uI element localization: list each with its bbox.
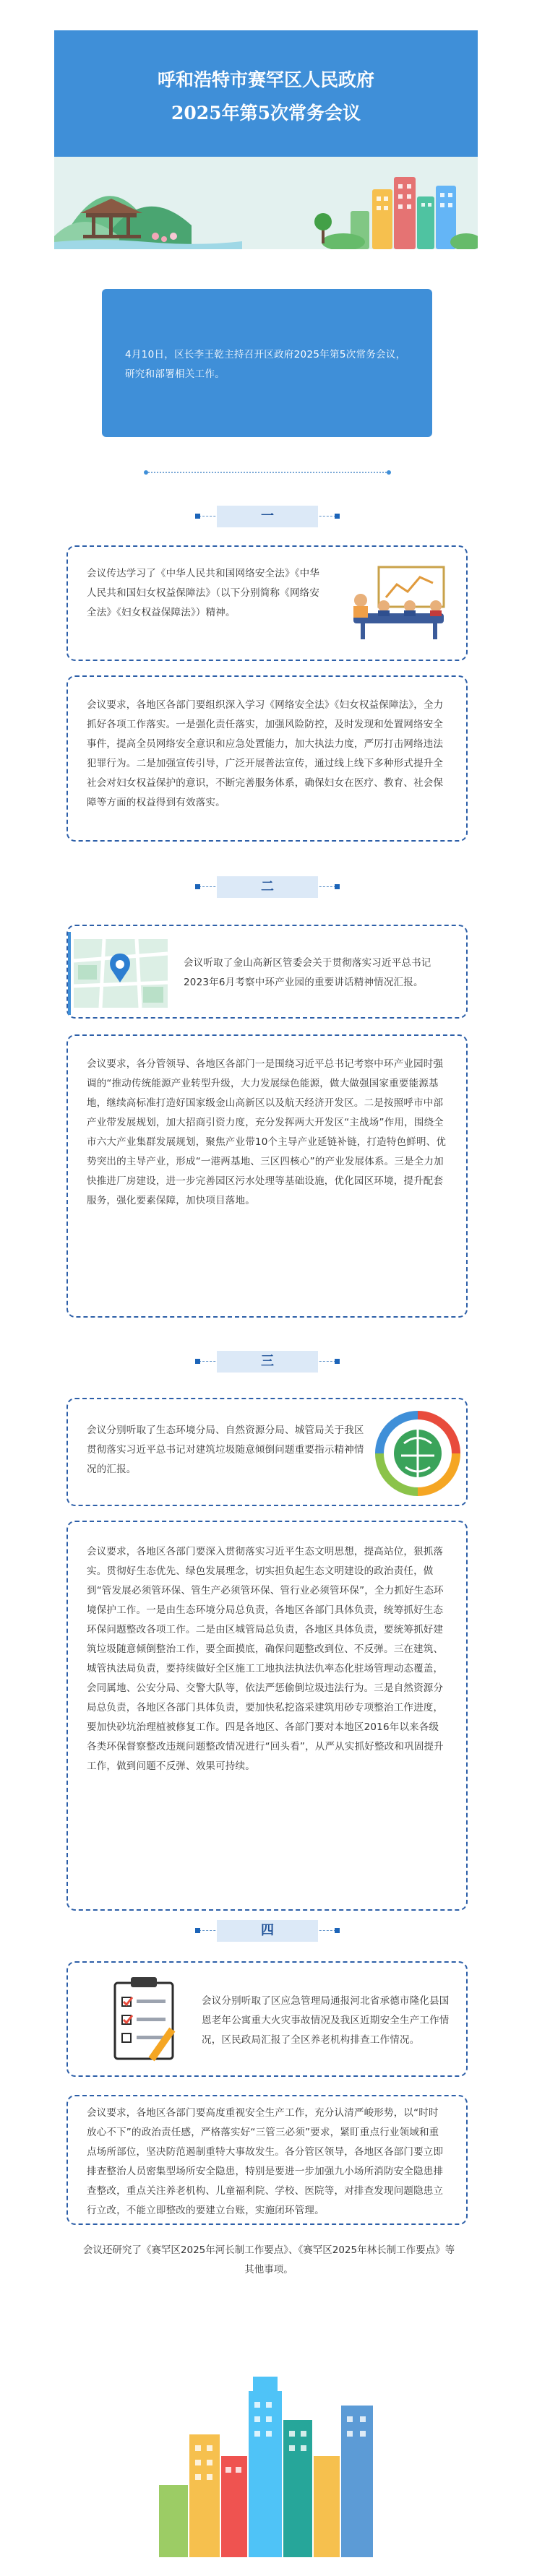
section-1-paragraph-2: 会议要求，各地区各部门要组织深入学习《网络安全法》《妇女权益保障法》，全力抓好各项工作落实。一是强化责任落实，加强风险防控，及时发现和处置网络安全事件，提高全员网络安全意识和应急处置能力，加大执法力度，严厉打击网络违法犯罪行为。二是加强宣传引导，广泛开展普法宣传，通过线上线下多种形式提升全社会对妇女权益保护的意识，不断完善服务体系，确保妇女在医疗、教育、社会保障等方面的权益得到有效落实。: [87, 699, 444, 808]
recycle-globe-icon: [375, 1411, 460, 1496]
section-heading-3: [195, 1351, 340, 1373]
section-4-paragraph-1: 会议分别听取了区应急管理局通报河北省承德市隆化县国恩老年公寓重大火灾事故情况及我区近期安全生产工作情况，区民政局汇报了全区养老机构排查工作情况。: [202, 1995, 450, 2046]
section-3-paragraph-2: 会议要求，各地区各部门要深入贯彻落实习近平生态文明思想，提高站位，狠抓落实。贯彻好生态优先、绿色发展理念，切实担负起生态文明建设的政治责任，做到“管发展必须管环保、管生产必须管环保、管行业必须管环保”，全力抓好生态环境保护工作。一是由生态环境分局总负责，各地区各部门具体负责，统筹抓好生态环保问题整改各项工作。二是由区城管局总负责，各地区具体负责，要统筹抓好建筑垃圾随意倾倒整治工作，要全面摸底，确保问题整改到位、不反弹。三在建筑、城管执法局负责，要持续做好全区施工工地执法执法仇率态化驻场管理动态覆盖，会同属地、公安分局、交警大队等，依法严惩偷倒垃圾违法行为。三是自然资源分局总负责，各地区各部门具体负责，要加快私挖盗采建筑用砂专项整治工作进度，要加快砂坑治理植被修复工作。四是各地区、各部门要对本地区2016年以来各级各类环保督察整改违规问题整改情况进行“回头看”，从严从实抓好整改和巩固提升工作，做到问题不反弹、效果可持续。: [87, 1546, 444, 1772]
section-number: 二: [261, 879, 274, 894]
section-4-card-b: [66, 2095, 468, 2225]
header-illustration: [54, 157, 478, 249]
section-4-paragraph-2: 会议要求，各地区各部门要高度重视安全生产工作，充分认清严峻形势，以“时时放心不下”的政治责任感，严格落实好“三管三必须”要求，紧盯重点行业领域和重点场所部位，坚决防范遏制重特大事故发生。各分管区领导，各地区各部门要立即排查整治人员密集型场所安全隐患，特别是要进一步加强九小场所消防安全隐患排查整改，重点关注养老机构、儿童福利院、学校、医院等，对排查发现问题隐患立行立改，不能立即整改的要建立台账，实施闭环管理。: [87, 2107, 444, 2216]
section-1-card-b: [66, 675, 468, 842]
section-2-card-a: [66, 925, 468, 1019]
section-heading-1: [195, 506, 340, 527]
section-2-paragraph-1: 会议听取了金山高新区管委会关于贯彻落实习近平总书记2023年6月考察中环产业园的重要讲话精神情况汇报。: [184, 957, 431, 988]
city-buildings-illustration: [145, 2348, 390, 2557]
checklist-icon: [108, 1976, 187, 2066]
section-heading-2: [195, 876, 340, 898]
section-3-card-b: [66, 1521, 468, 1911]
section-1-paragraph-1: 会议传达学习了《中华人民共和国网络安全法》《中华人民共和国妇女权益保障法》（以下分别简称《网络安全法》《妇女权益保障法》）精神。: [87, 568, 320, 618]
intro-text: 4月10日，区长李王乾主持召开区政府2025年第5次常务会议，研究和部署相关工作。: [125, 349, 406, 380]
meeting-icon: [339, 563, 455, 646]
closing-text: 会议还研究了《赛罕区2025年河长制工作要点》、《赛罕区2025年林长制工作要点》等其他事项。: [82, 2244, 455, 2275]
section-3-card-a: [66, 1398, 468, 1506]
page-title: [54, 64, 478, 130]
section-number: 四: [261, 1923, 274, 1938]
title-line-2: 2025年第5次常务会议: [171, 103, 361, 124]
section-4-card-a: [66, 1961, 468, 2077]
map-icon: [68, 932, 176, 1015]
landscape-illustration: [54, 157, 478, 249]
section-2-paragraph-2: 会议要求，各分管领导、各地区各部门一是围绕习近平总书记考察中环产业园时强调的“推动传统能源产业转型升级，大力发展绿色能源，做大做强国家重要能源基地，继续高标准打造好国家级金山高新区以及航天经济开发区。二是按照呼市中部产业带发展规划，加大招商引资力度，充分发挥两大开发区“主战场”作用，围绕全市六大产业集群发展规划，聚焦产业带10个主导产业延链补链，打造特色鲜明、优势突出的主导产业，形成“一港两基地、三区四核心”的产业发展体系。三是全力加快推进厂房建设，进一步完善园区污水处理等基础设施，优化园区环境，提升配套服务，强化要素保障，加快项目落地。: [87, 1058, 447, 1206]
title-line-1: 呼和浩特市赛罕区人民政府: [157, 69, 374, 90]
section-number: 一: [261, 509, 274, 524]
section-number: 三: [261, 1354, 274, 1369]
header-banner: [54, 30, 478, 249]
intro-box: [102, 289, 432, 437]
section-1-card-a: [66, 545, 468, 661]
dotted-divider: [148, 472, 387, 475]
section-2-card-b: [66, 1034, 468, 1318]
section-3-paragraph-1: 会议分别听取了生态环境分局、自然资源分局、城管局关于我区贯彻落实习近平总书记对建筑垃圾随意倾倒问题重要指示精神情况的汇报。: [87, 1425, 364, 1475]
section-heading-4: [195, 1920, 340, 1942]
